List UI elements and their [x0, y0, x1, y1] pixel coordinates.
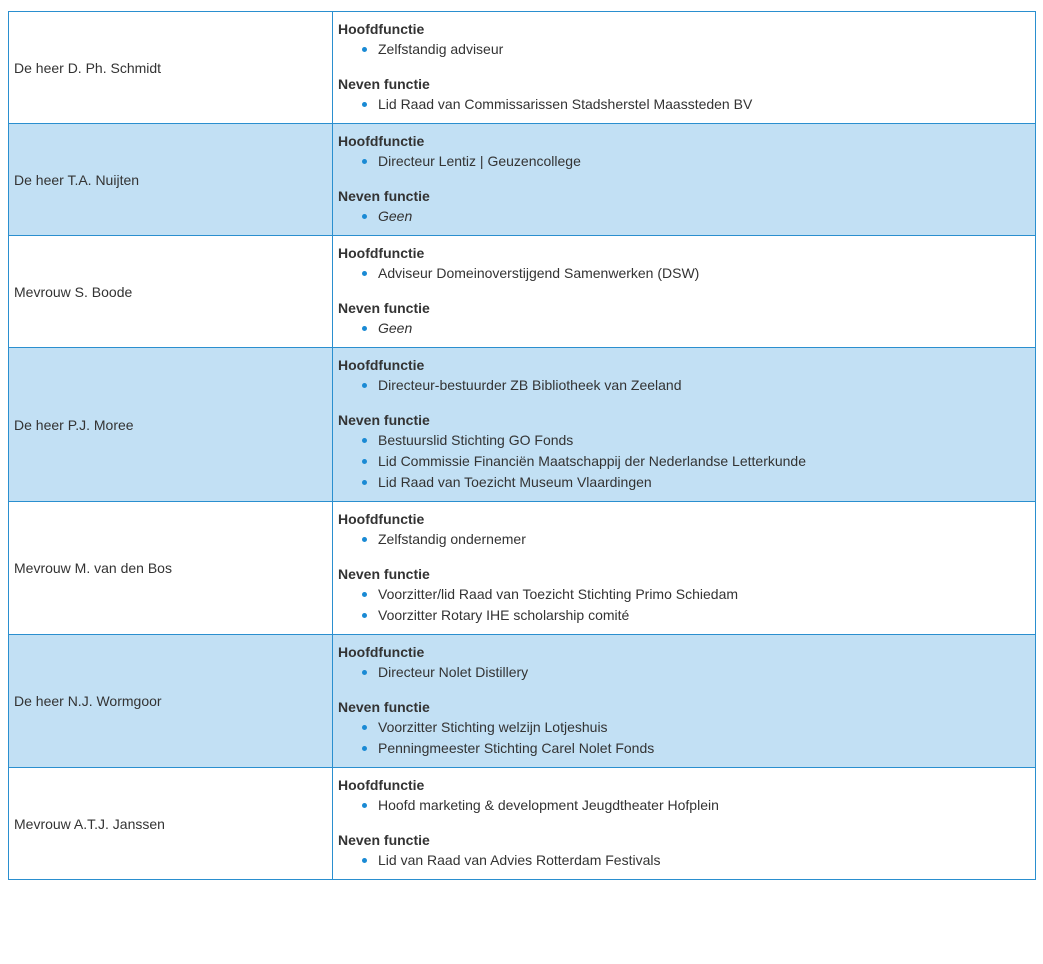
main-function-heading: Hoofdfunctie — [338, 245, 425, 261]
side-function-heading: Neven functie — [338, 832, 430, 848]
main-function-list — [338, 529, 1030, 550]
main-function-list — [338, 39, 1030, 60]
side-function-list — [338, 206, 1030, 227]
list-item: Lid Commissie Financiën Maatschappij der Nederlandse Letterkunde — [362, 451, 1030, 472]
list-item: Penningmeester Stichting Carel Nolet Fonds — [362, 738, 1030, 759]
side-function-list — [338, 430, 1030, 493]
board-members-body — [9, 12, 1036, 880]
group-spacer — [338, 284, 1030, 298]
list-item: Geen — [362, 206, 1030, 227]
main-function-heading: Hoofdfunctie — [338, 357, 425, 373]
main-function-heading: Hoofdfunctie — [338, 21, 425, 37]
side-function-list — [338, 94, 1030, 115]
member-name: Mevrouw S. Boode — [9, 236, 333, 348]
list-item: Adviseur Domeinoverstijgend Samenwerken (DSW) — [362, 263, 1030, 284]
table-row — [9, 768, 1036, 880]
main-function-list — [338, 375, 1030, 396]
side-function-heading: Neven functie — [338, 412, 430, 428]
group-spacer — [338, 683, 1030, 697]
side-function-heading: Neven functie — [338, 188, 430, 204]
list-item: Hoofd marketing & development Jeugdtheater Hofplein — [362, 795, 1030, 816]
main-function-list — [338, 151, 1030, 172]
main-function-list — [338, 795, 1030, 816]
side-function-list — [338, 717, 1030, 759]
group-spacer — [338, 396, 1030, 410]
list-item: Zelfstandig ondernemer — [362, 529, 1030, 550]
member-name: Mevrouw A.T.J. Janssen — [9, 768, 333, 880]
side-function-list — [338, 318, 1030, 339]
member-name: De heer D. Ph. Schmidt — [9, 12, 333, 124]
group-spacer — [338, 816, 1030, 830]
side-function-list — [338, 850, 1030, 871]
list-item: Geen — [362, 318, 1030, 339]
member-name: De heer N.J. Wormgoor — [9, 635, 333, 768]
member-name: De heer P.J. Moree — [9, 348, 333, 502]
list-item: Lid Raad van Toezicht Museum Vlaardingen — [362, 472, 1030, 493]
side-function-heading: Neven functie — [338, 300, 430, 316]
table-row — [9, 635, 1036, 768]
table-row — [9, 348, 1036, 502]
list-item: Zelfstandig adviseur — [362, 39, 1030, 60]
main-function-heading: Hoofdfunctie — [338, 133, 425, 149]
list-item: Directeur Nolet Distillery — [362, 662, 1030, 683]
member-functions — [333, 12, 1036, 124]
board-members-table — [8, 11, 1036, 880]
member-functions — [333, 768, 1036, 880]
list-item: Directeur Lentiz | Geuzencollege — [362, 151, 1030, 172]
table-row — [9, 12, 1036, 124]
main-function-heading: Hoofdfunctie — [338, 511, 425, 527]
table-row — [9, 236, 1036, 348]
member-functions — [333, 635, 1036, 768]
group-spacer — [338, 550, 1030, 564]
member-functions — [333, 124, 1036, 236]
main-function-list — [338, 662, 1030, 683]
table-row — [9, 502, 1036, 635]
list-item: Voorzitter Stichting welzijn Lotjeshuis — [362, 717, 1030, 738]
main-function-heading: Hoofdfunctie — [338, 777, 425, 793]
group-spacer — [338, 60, 1030, 74]
group-spacer — [338, 172, 1030, 186]
member-functions — [333, 502, 1036, 635]
side-function-heading: Neven functie — [338, 76, 430, 92]
list-item: Lid van Raad van Advies Rotterdam Festivals — [362, 850, 1030, 871]
main-function-heading: Hoofdfunctie — [338, 644, 425, 660]
member-functions — [333, 348, 1036, 502]
list-item: Voorzitter Rotary IHE scholarship comité — [362, 605, 1030, 626]
list-item: Lid Raad van Commissarissen Stadsherstel Maassteden BV — [362, 94, 1030, 115]
list-item: Voorzitter/lid Raad van Toezicht Stichting Primo Schiedam — [362, 584, 1030, 605]
list-item: Directeur-bestuurder ZB Bibliotheek van Zeeland — [362, 375, 1030, 396]
side-function-heading: Neven functie — [338, 566, 430, 582]
side-function-heading: Neven functie — [338, 699, 430, 715]
member-name: De heer T.A. Nuijten — [9, 124, 333, 236]
main-function-list — [338, 263, 1030, 284]
member-name: Mevrouw M. van den Bos — [9, 502, 333, 635]
list-item: Bestuurslid Stichting GO Fonds — [362, 430, 1030, 451]
side-function-list — [338, 584, 1030, 626]
member-functions — [333, 236, 1036, 348]
table-row — [9, 124, 1036, 236]
